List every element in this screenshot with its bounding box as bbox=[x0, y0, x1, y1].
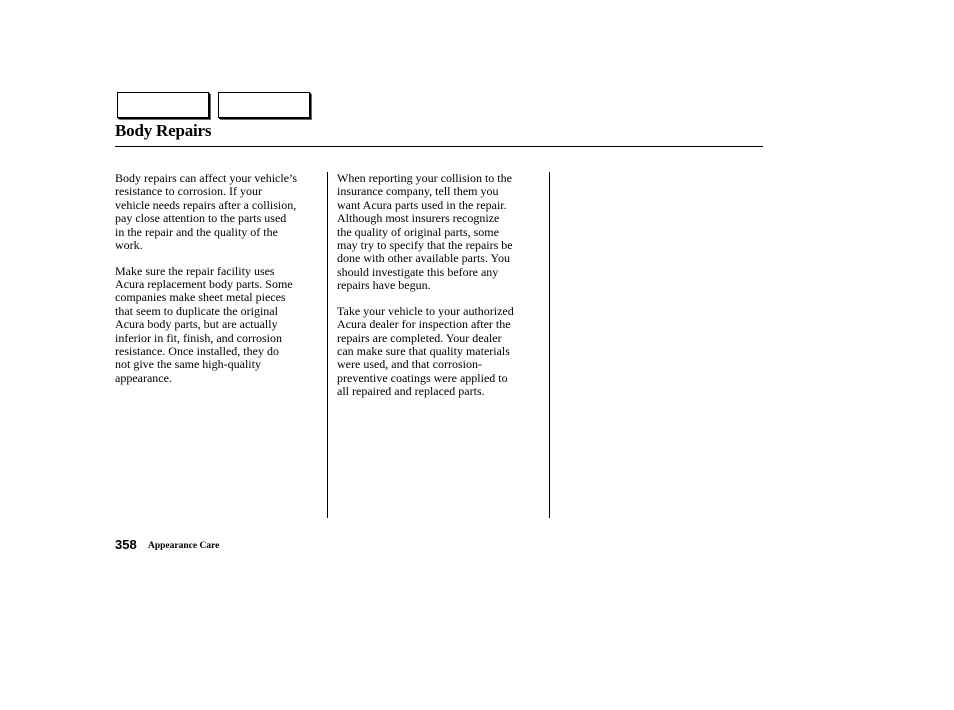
paragraph-dealer-inspection: Take your vehicle to your authorized Acura dealer for inspection after the repairs are completed. Your dealer can make sure that quality materials were used, and that corrosion- preventive coatings were applied to all repaired and replaced parts. bbox=[337, 303, 514, 399]
title-divider bbox=[115, 146, 763, 147]
column-divider bbox=[327, 172, 328, 518]
paragraph-body-repairs-intro: Body repairs can affect your vehicle’s resistance to corrosion. If your vehicle needs repairs after a collision, pay close attention to the parts used in the repair and the quality of the work. bbox=[115, 171, 298, 253]
section-name: Appearance Care bbox=[148, 541, 220, 551]
page-number: 358 bbox=[115, 537, 137, 552]
text-column-right bbox=[337, 172, 549, 411]
text-column-left bbox=[115, 172, 327, 397]
paragraph-insurance: When reporting your collision to the insurance company, tell them you want Acura parts used in the repair. Although most insurers recognize the quality of original parts, some may try to specify that the repairs be done with other available parts. You should investigate this before any repairs have begun. bbox=[337, 171, 513, 293]
column-divider bbox=[549, 172, 550, 518]
paragraph-replacement-parts: Make sure the repair facility uses Acura replacement body parts. Some companies make sheet metal pieces that seem to duplicate the original Acura body parts, but are actually inferior in fit, finish, and corrosion resistance. Once installed, they do not give the same high-quality appearance. bbox=[115, 263, 293, 385]
nav-button-previous[interactable] bbox=[117, 92, 209, 118]
page-title: Body Repairs bbox=[115, 121, 212, 140]
nav-button-next[interactable] bbox=[218, 92, 310, 118]
